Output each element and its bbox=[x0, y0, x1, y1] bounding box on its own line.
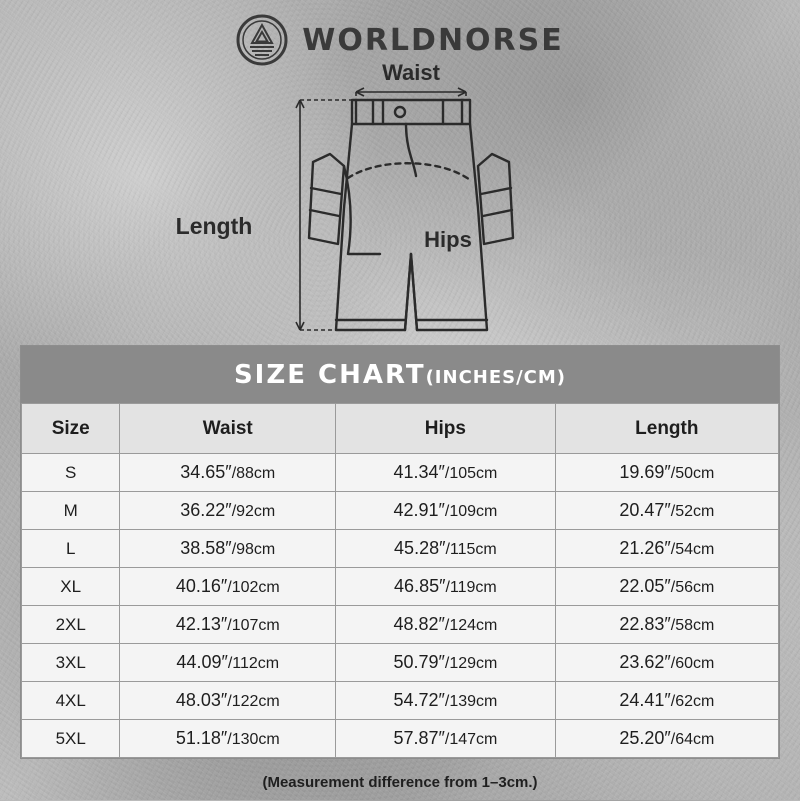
valknut-triangle-logo-icon bbox=[236, 14, 288, 66]
cell-waist: 51.18″/130cm bbox=[120, 720, 336, 758]
measurement-note-wrap bbox=[20, 765, 780, 801]
size-chart-card bbox=[20, 345, 780, 759]
size-chart-title-units: (INCHES/CM) bbox=[425, 367, 567, 388]
cell-size: M bbox=[22, 492, 120, 530]
cell-waist: 48.03″/122cm bbox=[120, 682, 336, 720]
cell-size: S bbox=[22, 454, 120, 492]
cell-hips: 50.79″/129cm bbox=[336, 644, 556, 682]
cell-waist: 40.16″/102cm bbox=[120, 568, 336, 606]
cell-length: 23.62″/60cm bbox=[555, 644, 778, 682]
cell-length: 20.47″/52cm bbox=[555, 492, 778, 530]
brand-header bbox=[0, 14, 800, 66]
cell-hips: 54.72″/139cm bbox=[336, 682, 556, 720]
cargo-shorts-line-drawing bbox=[309, 100, 513, 330]
cell-waist: 34.65″/88cm bbox=[120, 454, 336, 492]
cell-hips: 57.87″/147cm bbox=[336, 720, 556, 758]
cell-waist: 36.22″/92cm bbox=[120, 492, 336, 530]
cell-length: 24.41″/62cm bbox=[555, 682, 778, 720]
column-header-size: Size bbox=[22, 404, 120, 454]
column-header-length: Length bbox=[555, 404, 778, 454]
label-waist: Waist bbox=[382, 60, 440, 85]
cell-length: 19.69″/50cm bbox=[555, 454, 778, 492]
table-row bbox=[22, 720, 779, 758]
table-row bbox=[22, 530, 779, 568]
cell-length: 25.20″/64cm bbox=[555, 720, 778, 758]
cell-size: 2XL bbox=[22, 606, 120, 644]
cell-length: 22.05″/56cm bbox=[555, 568, 778, 606]
cell-size: 3XL bbox=[22, 644, 120, 682]
cell-size: XL bbox=[22, 568, 120, 606]
size-chart-title bbox=[21, 346, 779, 403]
table-row bbox=[22, 454, 779, 492]
table-row bbox=[22, 606, 779, 644]
cell-hips: 42.91″/109cm bbox=[336, 492, 556, 530]
size-chart-table bbox=[21, 403, 779, 758]
cell-size: L bbox=[22, 530, 120, 568]
label-length: Length bbox=[175, 213, 253, 239]
brand-name: WORLDNORSE bbox=[302, 22, 564, 58]
cell-hips: 46.85″/119cm bbox=[336, 568, 556, 606]
cell-hips: 45.28″/115cm bbox=[336, 530, 556, 568]
product-illustration bbox=[0, 58, 800, 348]
cell-length: 22.83″/58cm bbox=[555, 606, 778, 644]
measurement-note: (Measurement difference from 1–3cm.) bbox=[262, 774, 538, 791]
cell-hips: 41.34″/105cm bbox=[336, 454, 556, 492]
column-header-waist: Waist bbox=[120, 404, 336, 454]
size-chart-title-main: SIZE CHART bbox=[233, 360, 426, 390]
cell-waist: 42.13″/107cm bbox=[120, 606, 336, 644]
table-header-row bbox=[22, 404, 779, 454]
cell-waist: 44.09″/112cm bbox=[120, 644, 336, 682]
cell-hips: 48.82″/124cm bbox=[336, 606, 556, 644]
label-hips: Hips bbox=[424, 227, 472, 252]
cell-waist: 38.58″/98cm bbox=[120, 530, 336, 568]
size-chart-body bbox=[22, 454, 779, 758]
cell-length: 21.26″/54cm bbox=[555, 530, 778, 568]
cell-size: 4XL bbox=[22, 682, 120, 720]
column-header-hips: Hips bbox=[336, 404, 556, 454]
table-row bbox=[22, 644, 779, 682]
table-row bbox=[22, 568, 779, 606]
table-row bbox=[22, 682, 779, 720]
table-row bbox=[22, 492, 779, 530]
cell-size: 5XL bbox=[22, 720, 120, 758]
